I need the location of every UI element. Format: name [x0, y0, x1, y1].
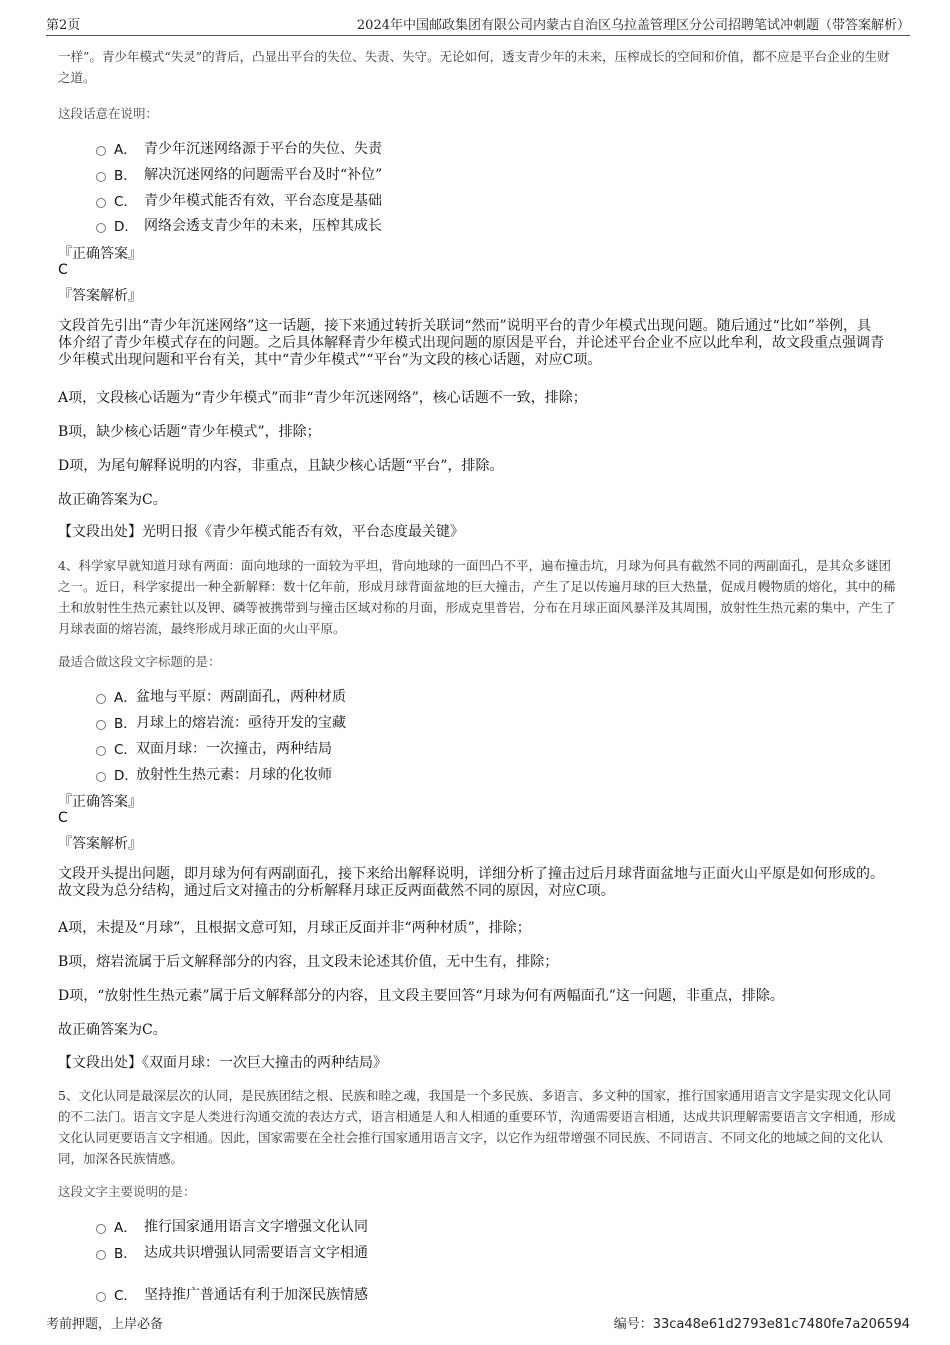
q3-option-c[interactable]	[96, 189, 382, 211]
radio-icon[interactable]	[96, 146, 106, 156]
radio-icon[interactable]	[96, 694, 106, 704]
q5-option-a[interactable]	[96, 1215, 368, 1237]
option-text: 双面月球：一次撞击，两种结局	[136, 741, 332, 757]
option-letter: B．	[114, 716, 137, 732]
radio-icon[interactable]	[96, 198, 106, 208]
q3-analysis-a: A项，文段核心话题为“青少年模式”而非“青少年沉迷网络”，核心话题不一致，排除；	[58, 390, 587, 406]
q4-analysis-d: D项，“放射性生热元素”属于后文解释部分的内容，且文段主要回答“月球为何有两幅面孔”这一问题，非重点，排除。	[58, 988, 784, 1004]
q3-stem-tail: 一样”。青少年模式“失灵”的背后，凸显出平台的失位、失责、失守。无论如何，透支青少年的未来，压榨成长的空间和价值，都不应是平台企业的生财之道。	[58, 49, 890, 85]
radio-icon[interactable]	[96, 172, 106, 182]
option-letter: B．	[114, 168, 137, 184]
option-letter: C．	[114, 194, 137, 210]
q3-conclusion: 故正确答案为C。	[58, 492, 167, 508]
q5-option-c[interactable]	[96, 1283, 368, 1305]
q5-prompt: 这段文字主要说明的是：	[58, 1184, 196, 1199]
radio-icon[interactable]	[96, 772, 106, 782]
radio-icon[interactable]	[96, 1224, 106, 1234]
option-text: 坚持推广普通话有利于加深民族情感	[144, 1287, 368, 1303]
q4-option-b[interactable]	[96, 711, 346, 733]
q3-analysis-main: 文段首先引出“青少年沉迷网络”这一话题，接下来通过转折关联词“然而”说明平台的青少年模式出现问题。随后通过“比如”举例，具体介绍了青少年模式存在的问题。之后具体解释青少年模式出现问题的原因是平台，并论述平台企业不应以此牟利，故文段重点强调青少年模式出现问题和平台有关，其中“青少年模式”“平台”为文段的核心话题，对应C项。	[58, 318, 884, 368]
footer-code-label: 编号：	[613, 1317, 653, 1332]
q3-option-a[interactable]	[96, 137, 382, 159]
option-text: 月球上的熔岩流：亟待开发的宝藏	[136, 715, 346, 731]
q3-answer-label: 『正确答案』	[58, 246, 142, 262]
option-letter: A．	[114, 690, 137, 706]
option-letter: A．	[114, 142, 137, 158]
q3-analysis-d: D项，为尾句解释说明的内容，非重点，且缺少核心话题“平台”，排除。	[58, 458, 504, 474]
option-text: 放射性生热元素：月球的化妆师	[136, 767, 332, 783]
q4-stem: 4、科学家早就知道月球有两面：面向地球的一面较为平坦，背向地球的一面凹凸不平，遍布撞击坑，月球为何具有截然不同的两副面孔，是其众多谜团之一。近日，科学家提出一种全新解释：数十亿年前，形成月球背面盆地的巨大撞击，产生了足以传遍月球的巨大热量，促成月幔物质的熔化，其中的稀土和放射性生热元素钍以及钾、磷等被携带到与撞击区域对称的月面，形成克里普岩，分布在月球正面风暴洋及其周围，放射性生热元素的集中，产生了月球表面的熔岩流，最终形成月球正面的火山平原。	[58, 558, 896, 636]
q4-analysis-label: 『答案解析』	[58, 836, 142, 852]
radio-icon[interactable]	[96, 1292, 106, 1302]
radio-icon[interactable]	[96, 746, 106, 756]
page-number: 第2页	[46, 18, 81, 33]
option-letter: C．	[114, 742, 137, 758]
q4-option-d[interactable]	[96, 763, 332, 785]
option-text: 网络会透支青少年的未来，压榨其成长	[144, 218, 382, 234]
option-text: 青少年模式能否有效，平台态度是基础	[144, 193, 382, 209]
option-letter: B．	[114, 1246, 137, 1262]
option-letter: A．	[114, 1220, 137, 1236]
q4-analysis-a: A项，未提及“月球”，且根据文意可知，月球正反面并非“两种材质”，排除；	[58, 920, 531, 936]
option-text: 盆地与平原：两副面孔，两种材质	[136, 689, 346, 705]
option-letter: D．	[114, 219, 138, 235]
footer-slogan: 考前押题，上岸必备	[46, 1317, 164, 1332]
option-letter: D．	[114, 768, 138, 784]
q4-option-a[interactable]	[96, 685, 346, 707]
q5-stem: 5、文化认同是最深层次的认同，是民族团结之根、民族和睦之魂，我国是一个多民族、多语言、多文种的国家，推行国家通用语言文字是实现文化认同的不二法门。语言文字是人类进行沟通交流的表达方式，语言相通是人和人相通的重要环节，沟通需要语言相通，达成共识理解需要语言文字相通，形成文化认同更要语言文字相通。因此，国家需要在全社会推行国家通用语言文字，以它作为纽带增强不同民族、不同语言、不同文化的地域之间的文化认同，加深各民族情感。	[58, 1088, 896, 1166]
q3-analysis-label: 『答案解析』	[58, 288, 142, 304]
q3-option-b[interactable]	[96, 163, 382, 185]
document-title: 2024年中国邮政集团有限公司内蒙古自治区乌拉盖管理区分公司招聘笔试冲刺题（带答案解析）	[356, 18, 910, 33]
q3-option-d[interactable]	[96, 214, 382, 236]
option-text: 达成共识增强认同需要语言文字相通	[144, 1245, 368, 1261]
radio-icon[interactable]	[96, 223, 106, 233]
q4-answer-label: 『正确答案』	[58, 794, 142, 810]
q4-analysis-b: B项，熔岩流属于后文解释部分的内容，且文段未论述其价值，无中生有，排除；	[58, 954, 559, 970]
q4-answer: C	[58, 810, 68, 826]
option-text: 推行国家通用语言文字增强文化认同	[144, 1219, 368, 1235]
option-letter: C．	[114, 1288, 137, 1304]
q5-option-b[interactable]	[96, 1241, 368, 1263]
q4-prompt: 最适合做这段文字标题的是：	[58, 654, 221, 669]
q4-source: 【文段出处】《双面月球：一次巨大撞击的两种结局》	[58, 1055, 387, 1071]
option-text: 解决沉迷网络的问题需平台及时“补位”	[144, 167, 383, 183]
q3-prompt: 这段话意在说明：	[58, 106, 159, 121]
page-header	[46, 12, 910, 36]
q3-answer: C	[58, 262, 68, 278]
footer-code-value: 33ca48e61d2793e81c7480fe7a206594	[652, 1317, 910, 1332]
q3-analysis-b: B项，缺少核心话题“青少年模式”，排除；	[58, 424, 321, 440]
radio-icon[interactable]	[96, 720, 106, 730]
q4-analysis-main: 文段开头提出问题，即月球为何有两副面孔，接下来给出解释说明，详细分析了撞击过后月球背面盆地与正面火山平原是如何形成的。故文段为总分结构，通过后文对撞击的分析解释月球正反两面截然不同的原因，对应C项。	[58, 866, 884, 899]
q4-conclusion: 故正确答案为C。	[58, 1022, 167, 1038]
q4-option-c[interactable]	[96, 737, 332, 759]
option-text: 青少年沉迷网络源于平台的失位、失责	[144, 141, 382, 157]
footer-code	[614, 1313, 910, 1332]
radio-icon[interactable]	[96, 1250, 106, 1260]
q3-source: 【文段出处】光明日报《青少年模式能否有效，平台态度最关键》	[58, 524, 464, 540]
